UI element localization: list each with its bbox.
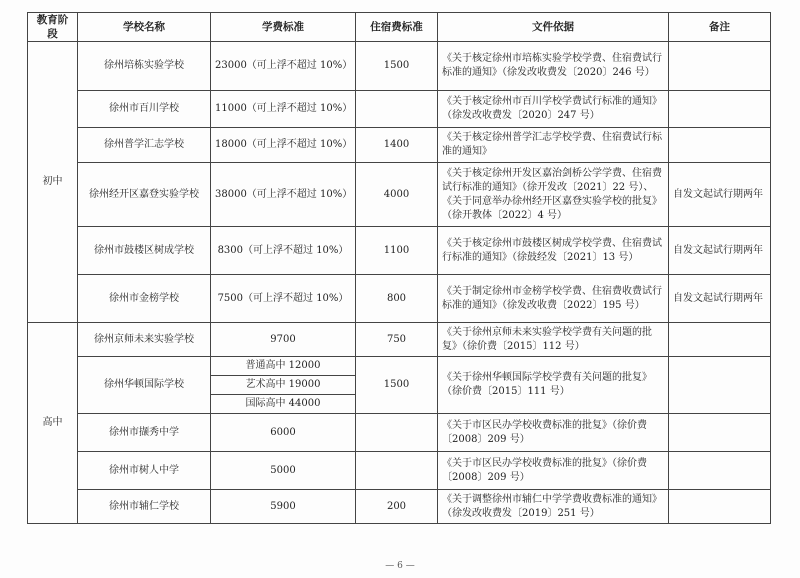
document-basis: 《关于核定徐州普学汇志学校学费、住宿费试行标准的通知》 (438, 128, 669, 163)
header-row (28, 13, 771, 42)
tuition: 11000（可上浮不超过 10%） (211, 91, 356, 128)
table-row (28, 227, 771, 275)
school-name: 徐州市百川学校 (78, 91, 211, 128)
note (669, 128, 771, 163)
note (669, 357, 771, 414)
tuition: 6000 (211, 414, 356, 452)
document-basis: 《关于核定徐州开发区嘉治剑桥公学学费、住宿费试行标准的通知》（徐开发改〔2021〕22 号）、《关于同意举办徐州经开区嘉登实验学校的批复》（徐开教体〔2022〕4 号） (438, 163, 669, 227)
tuition: 23000（可上浮不超过 10%） (211, 42, 356, 91)
note: 自发文起试行期两年 (669, 227, 771, 275)
tuition: 国际高中 44000 (211, 395, 356, 414)
tuition: 38000（可上浮不超过 10%） (211, 163, 356, 227)
header-note: 备注 (669, 13, 771, 42)
lodging (356, 414, 438, 452)
note: 自发文起试行期两年 (669, 163, 771, 227)
note (669, 414, 771, 452)
tuition: 普通高中 12000 (211, 357, 356, 376)
school-name: 徐州京师未来实验学校 (78, 323, 211, 357)
school-name: 徐州华顿国际学校 (78, 357, 211, 414)
school-name: 徐州经开区嘉登实验学校 (78, 163, 211, 227)
school-name: 徐州普学汇志学校 (78, 128, 211, 163)
table-row (28, 128, 771, 163)
note (669, 323, 771, 357)
table-row (28, 452, 771, 490)
school-name: 徐州市鼓楼区树成学校 (78, 227, 211, 275)
lodging (356, 452, 438, 490)
stage-junior: 初中 (28, 42, 78, 323)
document-basis: 《关于调整徐州市辅仁中学学费收费标准的通知》（徐发改收费发〔2019〕251 号） (438, 490, 669, 524)
lodging: 1500 (356, 42, 438, 91)
lodging: 4000 (356, 163, 438, 227)
header-document: 文件依据 (438, 13, 669, 42)
header-stage: 教育阶段 (28, 13, 78, 42)
note (669, 91, 771, 128)
note (669, 452, 771, 490)
school-name: 徐州市辅仁学校 (78, 490, 211, 524)
note (669, 42, 771, 91)
tuition: 5000 (211, 452, 356, 490)
document-basis: 《关于制定徐州市金榜学校学费、住宿费收费试行标准的通知》（徐发改收费〔2022〕195 号） (438, 275, 669, 323)
header-lodging: 住宿费标准 (356, 13, 438, 42)
table-row (28, 275, 771, 323)
table-row (28, 323, 771, 357)
fee-table (27, 12, 771, 524)
document-basis: 《关于徐州华顿国际学校学费有关问题的批复》（徐价费〔2015〕111 号） (438, 357, 669, 414)
lodging: 1100 (356, 227, 438, 275)
tuition: 5900 (211, 490, 356, 524)
document-basis: 《关于市区民办学校收费标准的批复》（徐价费〔2008〕209 号） (438, 452, 669, 490)
note (669, 490, 771, 524)
school-name: 徐州培栋实验学校 (78, 42, 211, 91)
lodging: 1400 (356, 128, 438, 163)
tuition: 艺术高中 19000 (211, 376, 356, 395)
tuition: 9700 (211, 323, 356, 357)
table-row (28, 357, 771, 376)
table-row (28, 163, 771, 227)
table-row (28, 490, 771, 524)
tuition: 18000（可上浮不超过 10%） (211, 128, 356, 163)
stage-senior: 高中 (28, 323, 78, 524)
note: 自发文起试行期两年 (669, 275, 771, 323)
document-basis: 《关于市区民办学校收费标准的批复》（徐价费〔2008〕209 号） (438, 414, 669, 452)
header-tuition: 学费标准 (211, 13, 356, 42)
document-basis: 《关于核定徐州市鼓楼区树成学校学费、住宿费试行标准的通知》（徐鼓经发〔2021〕13 号） (438, 227, 669, 275)
school-name: 徐州市金榜学校 (78, 275, 211, 323)
header-school: 学校名称 (78, 13, 211, 42)
lodging: 800 (356, 275, 438, 323)
lodging: 750 (356, 323, 438, 357)
lodging (356, 91, 438, 128)
table-row (28, 91, 771, 128)
document-basis: 《关于核定徐州市百川学校学费试行标准的通知》（徐发改收费发〔2020〕247 号） (438, 91, 669, 128)
lodging: 200 (356, 490, 438, 524)
lodging: 1500 (356, 357, 438, 414)
table-row (28, 42, 771, 91)
page-number: — 6 — (385, 561, 415, 571)
tuition: 7500（可上浮不超过 10%） (211, 275, 356, 323)
school-name: 徐州市树人中学 (78, 452, 211, 490)
tuition: 8300（可上浮不超过 10%） (211, 227, 356, 275)
school-name: 徐州市撷秀中学 (78, 414, 211, 452)
table-row (28, 414, 771, 452)
document-basis: 《关于徐州京师未来实验学校学费有关问题的批复》（徐价费〔2015〕112 号） (438, 323, 669, 357)
document-basis: 《关于核定徐州市培栋实验学校学费、住宿费试行标准的通知》（徐发改收费发〔2020〕246 号） (438, 42, 669, 91)
